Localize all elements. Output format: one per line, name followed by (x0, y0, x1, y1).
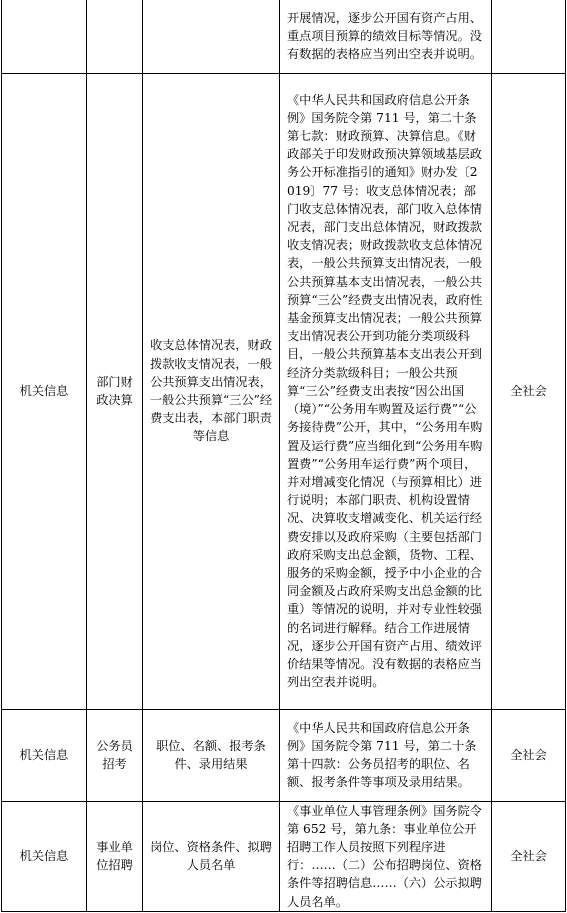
item-cell: 部门财政决算 (87, 73, 143, 709)
category-cell (2, 0, 87, 73)
basis-cell: 《中华人民共和国政府信息公开条例》国务院令第 711 号，第二十条第十四款：公务员招考的职位、名额、报考条件等事项及录用结果。 (280, 709, 492, 801)
category-cell: 机关信息 (2, 709, 87, 801)
content-cell (143, 0, 280, 73)
content-cell: 职位、名额、报考条件、录用结果 (143, 709, 280, 801)
basis-cell: 开展情况，逐步公开国有资产占用、重点项目预算的绩效目标等情况。没有数据的表格应当列出空表并说明。 (280, 0, 492, 73)
table-row (2, 73, 566, 709)
scope-cell (492, 0, 566, 73)
table-row (2, 801, 566, 911)
scope-cell: 全社会 (492, 73, 566, 709)
content-cell: 岗位、资格条件、拟聘人员名单 (143, 801, 280, 911)
basis-cell: 《中华人民共和国政府信息公开条例》国务院令第 711 号，第二十条第七款：财政预算、决算信息。《财政部关于印发财政预决算领域基层政务公开标准指引的通知》财办发〔2019〕77 号：收支总体情况表；部门收支总体情况表，部门收入总体情况表，部门支出总体情况，财政拨款收支情况表；财政拨款收支总体情况表，一般公共预算支出情况表，一般公共预算基本支出情况表，一般公共预算“三公”经费支出情况表，政府性基金预算支出情况表；一般公共预算支出情况表公开到功能分类项级科目，一般公共预算基本支出表公开到经济分类款级科目；一般公共预算“三公”经费支出表按“因公出国（境）”“公务用车购置及运行费”“公务接待费”公开，其中，“公务用车购置及运行费”应当细化到“公务用车购置费”“公务用车运行费”两个项目，并对增减变化情况（与预算相比）进行说明；本部门职责、机构设置情况、决算收支增减变化、机关运行经费安排以及政府采购（主要包括部门政府采购支出总金额，货物、工程、服务的采购金额，授予中小企业的合同金额及占政府采购支出总金额的比重）等情况的说明，并对专业性较强的名词进行解释。结合工作进展情况，逐步公开国有资产占用、绩效评价结果等情况。没有数据的表格应当列出空表并说明。 (280, 73, 492, 709)
category-cell: 机关信息 (2, 73, 87, 709)
basis-cell: 《事业单位人事管理条例》国务院令第 652 号，第九条：事业单位公开招聘工作人员按照下列程序进行：……（二）公布招聘岗位、资格条件等招聘信息……（六）公示拟聘人员名单。 (280, 801, 492, 911)
category-cell: 机关信息 (2, 801, 87, 911)
item-cell (87, 0, 143, 73)
disclosure-table (1, 0, 566, 912)
scope-cell: 全社会 (492, 801, 566, 911)
scope-cell: 全社会 (492, 709, 566, 801)
item-cell: 公务员招考 (87, 709, 143, 801)
table-row (2, 0, 566, 73)
table-row (2, 709, 566, 801)
item-cell: 事业单位招聘 (87, 801, 143, 911)
content-cell: 收支总体情况表，财政拨款收支情况表，一般公共预算支出情况表，一般公共预算“三公”经费支出表，本部门职责等信息 (143, 73, 280, 709)
